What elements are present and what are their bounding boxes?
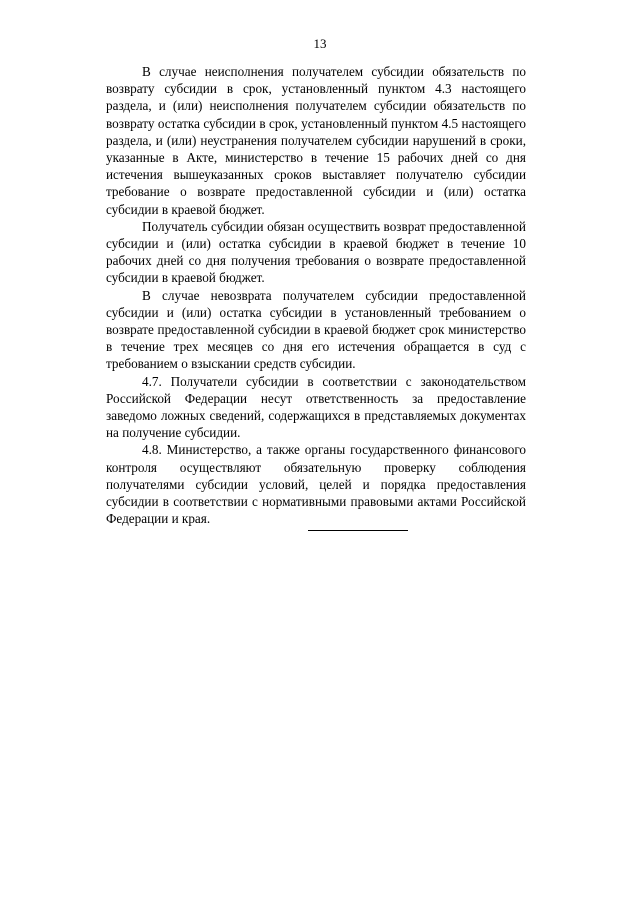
paragraph-refund-demand: В случае неисполнения получателем субсидии обязательств по возврату субсидии в срок, установленный пунктом 4.3 настоящего раздела, и (или) неисполнения получателем субсидии обязательств по возврату остатка субсидии в срок, установленный пунктом 4.5 настоящего раздела, и (или) неустранения получателем субсидии нарушений в сроки, указанные в Акте, министерство в течение 15 рабочих дней со дня истечения вышеуказанных сроков выставляет получателю субсидии требование о возврате предоставленной субсидии и (или) остатка субсидии в краевой бюджет. <box>106 64 526 217</box>
paragraph-4-7-responsibility: 4.7. Получатели субсидии в соответствии с законодательством Российской Федерации несут ответственность за предоставление заведомо ложных сведений, содержащихся в представляемых документах на получение субсидии. <box>106 373 526 441</box>
paragraph-refund-obligation: Получатель субсидии обязан осуществить возврат предоставленной субсидии и (или) остатка субсидии в краевой бюджет в течение 10 рабочих дней со дня получения требования о возврате предоставленной субсидии в краевой бюджет. <box>106 218 526 286</box>
paragraph-4-8-control: 4.8. Министерство, а также органы государственного финансового контроля осуществляют обязательную проверку соблюдения получателями субсидии условий, целей и порядка предоставления субсидии в соответствии с нормативными правовыми актами Российской Федерации и края. <box>106 442 526 527</box>
page-number: 13 <box>313 36 327 51</box>
paragraph-court-recovery: В случае невозврата получателем субсидии предоставленной субсидии и (или) остатка субсидии в установленный требованием о возврате предоставленной субсидии в краевой бюджет срок министерство в течение трех месяцев со дня его истечения обращается в суд с требованием о взыскании средств субсидии. <box>106 287 526 372</box>
document-body <box>106 63 526 527</box>
end-divider-line <box>308 530 408 531</box>
